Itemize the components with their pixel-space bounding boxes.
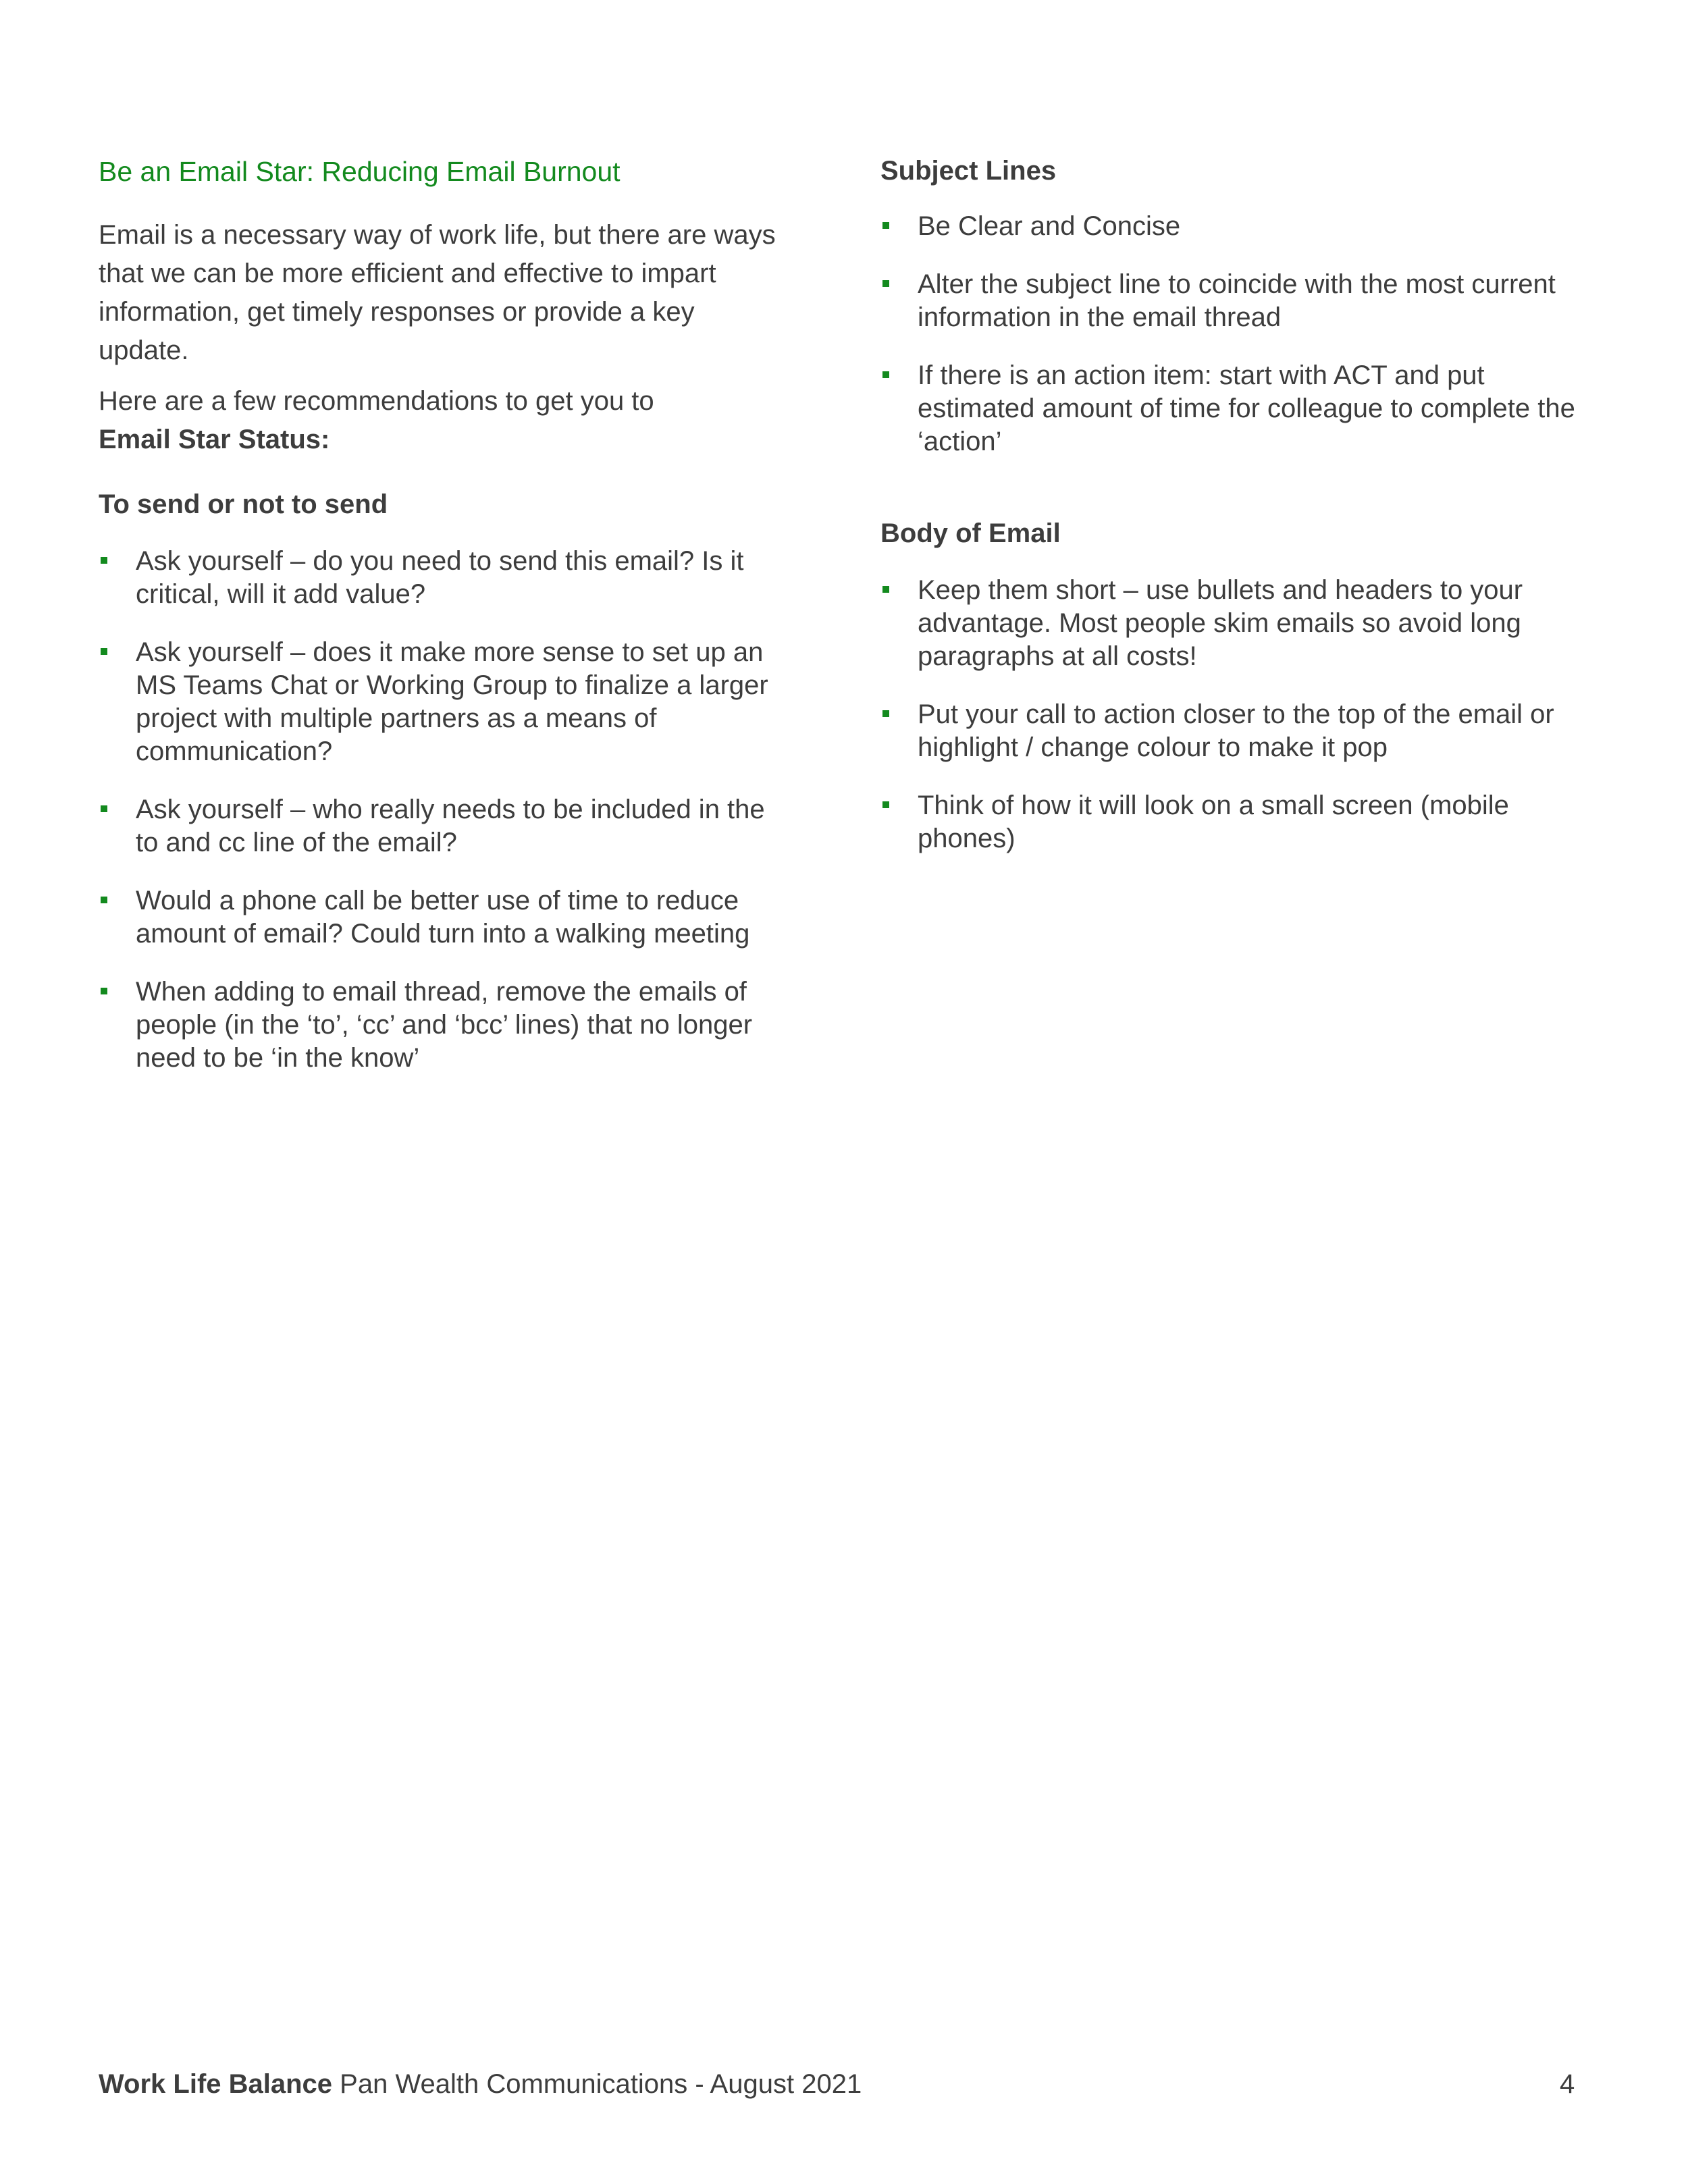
list-item (99, 636, 781, 768)
list-item (880, 359, 1589, 458)
footer-title: Work Life Balance (99, 2069, 333, 2099)
email-star-status: Email Star Status: (99, 425, 330, 454)
body-list (880, 574, 1589, 855)
footer (99, 2067, 862, 2101)
send-list (99, 545, 781, 1075)
bullet-square-icon (882, 280, 889, 287)
list-item (99, 793, 781, 859)
list-item-text: Would a phone call be better use of time to reduce amount of email? Could turn into a walking meeting (136, 886, 750, 949)
page-number: 4 (1560, 2069, 1575, 2099)
right-column (880, 154, 1589, 880)
list-item-text: Ask yourself – who really needs to be included in the to and cc line of the email? (136, 795, 765, 857)
section-title-send: To send or not to send (99, 489, 388, 519)
list-item-text: Put your call to action closer to the top of the email or highlight / change colour to make it pop (918, 699, 1554, 762)
bullet-square-icon (101, 897, 107, 903)
bullet-square-icon (101, 648, 107, 655)
list-item-text: Ask yourself – do you need to send this email? Is it critical, will it add value? (136, 546, 744, 609)
recommendation-paragraph (99, 382, 781, 459)
bullet-square-icon (882, 801, 889, 808)
list-item-text: Think of how it will look on a small screen (mobile phones) (918, 791, 1509, 853)
page-title: Be an Email Star: Reducing Email Burnout (99, 156, 621, 187)
left-column (99, 154, 781, 1100)
list-item-text: Alter the subject line to coincide with the most current information in the email thread (918, 269, 1556, 332)
list-item-text: When adding to email thread, remove the emails of people (in the ‘to’, ‘cc’ and ‘bcc’ lines) that no longer need to be ‘in the know’ (136, 977, 753, 1073)
section-title-body: Body of Email (880, 518, 1061, 548)
list-item (880, 210, 1589, 243)
list-item (99, 545, 781, 611)
list-item-text: Ask yourself – does it make more sense to set up an MS Teams Chat or Working Group to finalize a larger project with multiple partners as a means of communication? (136, 637, 768, 766)
bullet-square-icon (882, 371, 889, 378)
list-item (880, 574, 1589, 673)
bullet-square-icon (101, 988, 107, 994)
list-item (99, 976, 781, 1075)
bullet-square-icon (882, 710, 889, 717)
section-title-subject: Subject Lines (880, 156, 1057, 186)
bullet-square-icon (101, 805, 107, 812)
bullet-square-icon (101, 557, 107, 564)
bullet-square-icon (882, 586, 889, 593)
list-item-text: Keep them short – use bullets and headers to your advantage. Most people skim emails so avoid long paragraphs at all costs! (918, 575, 1523, 671)
list-item (880, 698, 1589, 764)
recommendation-text: Here are a few recommendations to get you to (99, 386, 654, 416)
intro-paragraph: Email is a necessary way of work life, but there are ways that we can be more efficient and effective to impart information, get timely responses or provide a key update. (99, 220, 776, 365)
list-item (99, 884, 781, 951)
list-item-text: If there is an action item: start with ACT and put estimated amount of time for colleague to complete the ‘action’ (918, 361, 1575, 456)
bullet-square-icon (882, 222, 889, 229)
footer-text: Pan Wealth Communications - August 2021 (332, 2069, 862, 2099)
list-item-text: Be Clear and Concise (918, 211, 1181, 241)
list-item (880, 789, 1589, 855)
subject-list (880, 210, 1589, 458)
list-item (880, 268, 1589, 334)
